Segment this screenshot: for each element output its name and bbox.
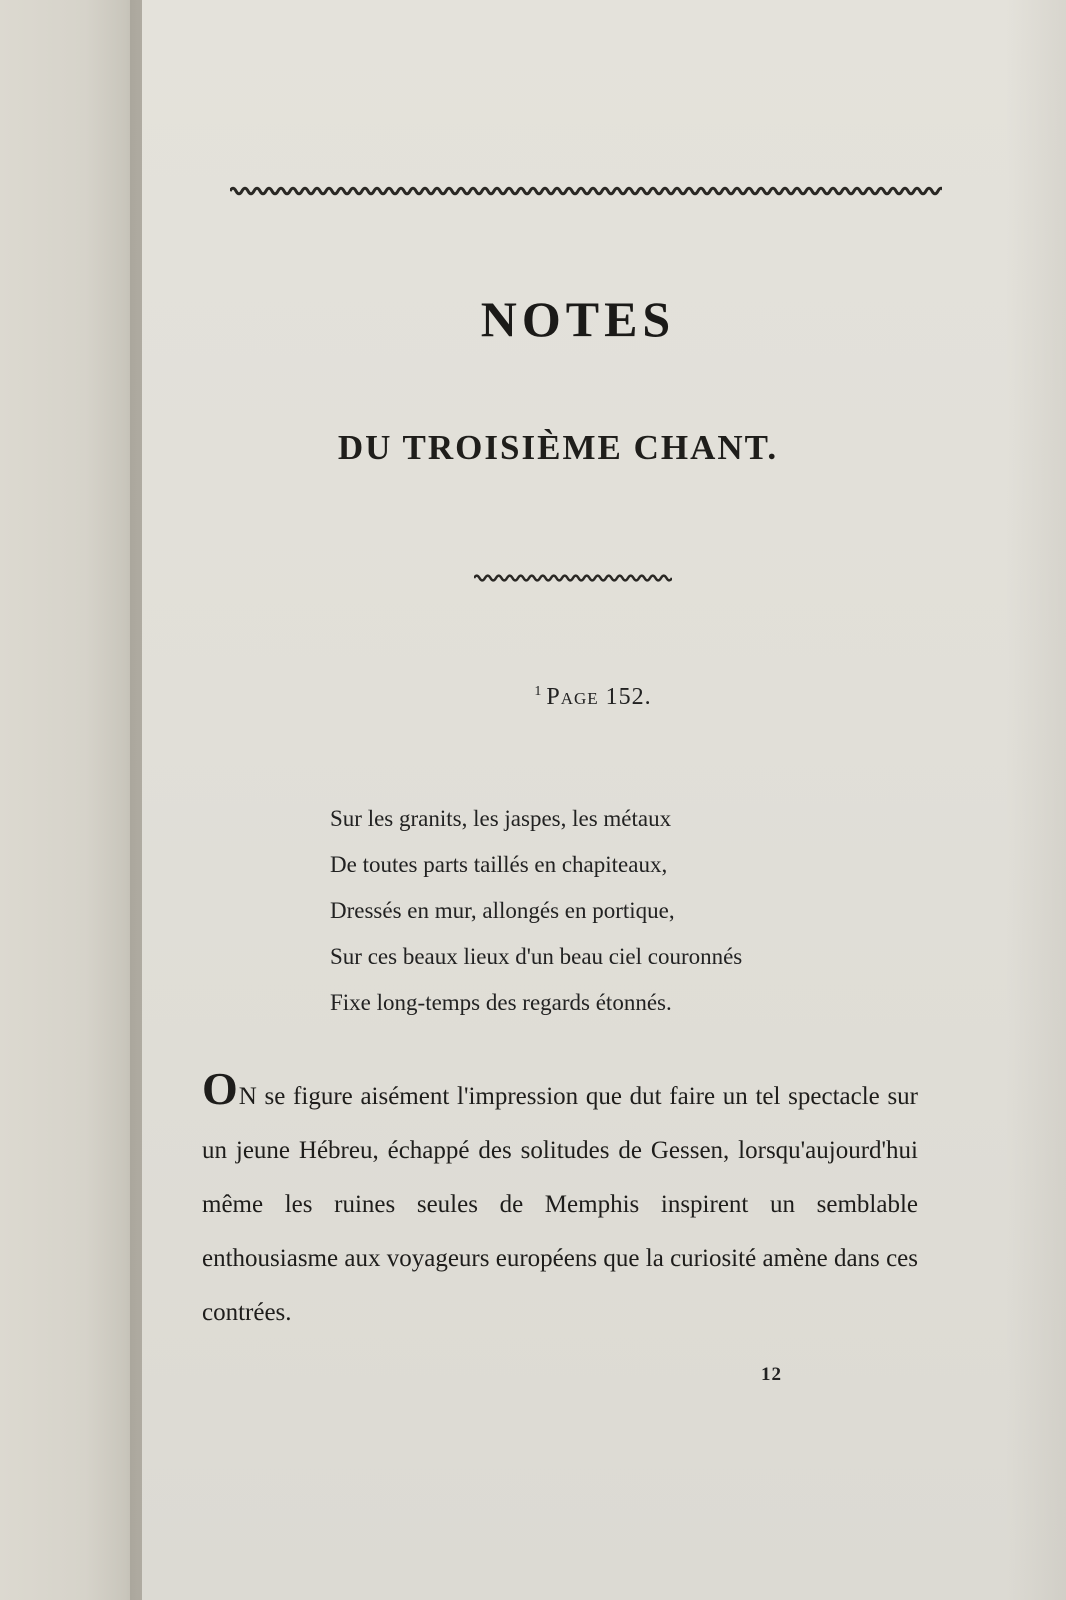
facing-page-left [0, 0, 142, 1600]
note-page-reference [0, 684, 1066, 711]
paragraph-text: se figure aisément l'impression que dut faire un tel spectacle sur un jeune Hébreu, échappé des solitudes de Gessen, lorsqu'aujourd'hui même les ruines seules de Memphis inspirent un semblable enthousiasme aux voyageurs européens que la curiosité amène dans ces contrées. [202, 1083, 918, 1326]
verse-line: Sur ces beaux lieux d'un beau ciel couronnés [330, 944, 743, 969]
ornamental-rule-small [474, 572, 672, 584]
verse-quotation [330, 796, 742, 1026]
page-label: Page [546, 684, 599, 710]
drop-cap: O [202, 1063, 238, 1114]
drop-cap-continuation: N [238, 1083, 257, 1110]
page-subtitle: DU TROISIÈME CHANT. [337, 428, 779, 467]
page-number-reference: 152. [605, 684, 652, 710]
ornamental-rule-top [230, 184, 942, 198]
page-title: NOTES [480, 291, 676, 347]
verse-line: Fixe long-temps des regards étonnés. [330, 990, 672, 1015]
commentary-paragraph [202, 1063, 918, 1340]
verse-line: Dressés en mur, allongés en portique, [330, 898, 675, 923]
note-number: 1 [534, 684, 543, 699]
signature-mark: 12 [761, 1364, 782, 1385]
verse-line: Sur les granits, les jaspes, les métaux [330, 806, 672, 831]
verse-line: De toutes parts taillés en chapiteaux, [330, 852, 668, 877]
